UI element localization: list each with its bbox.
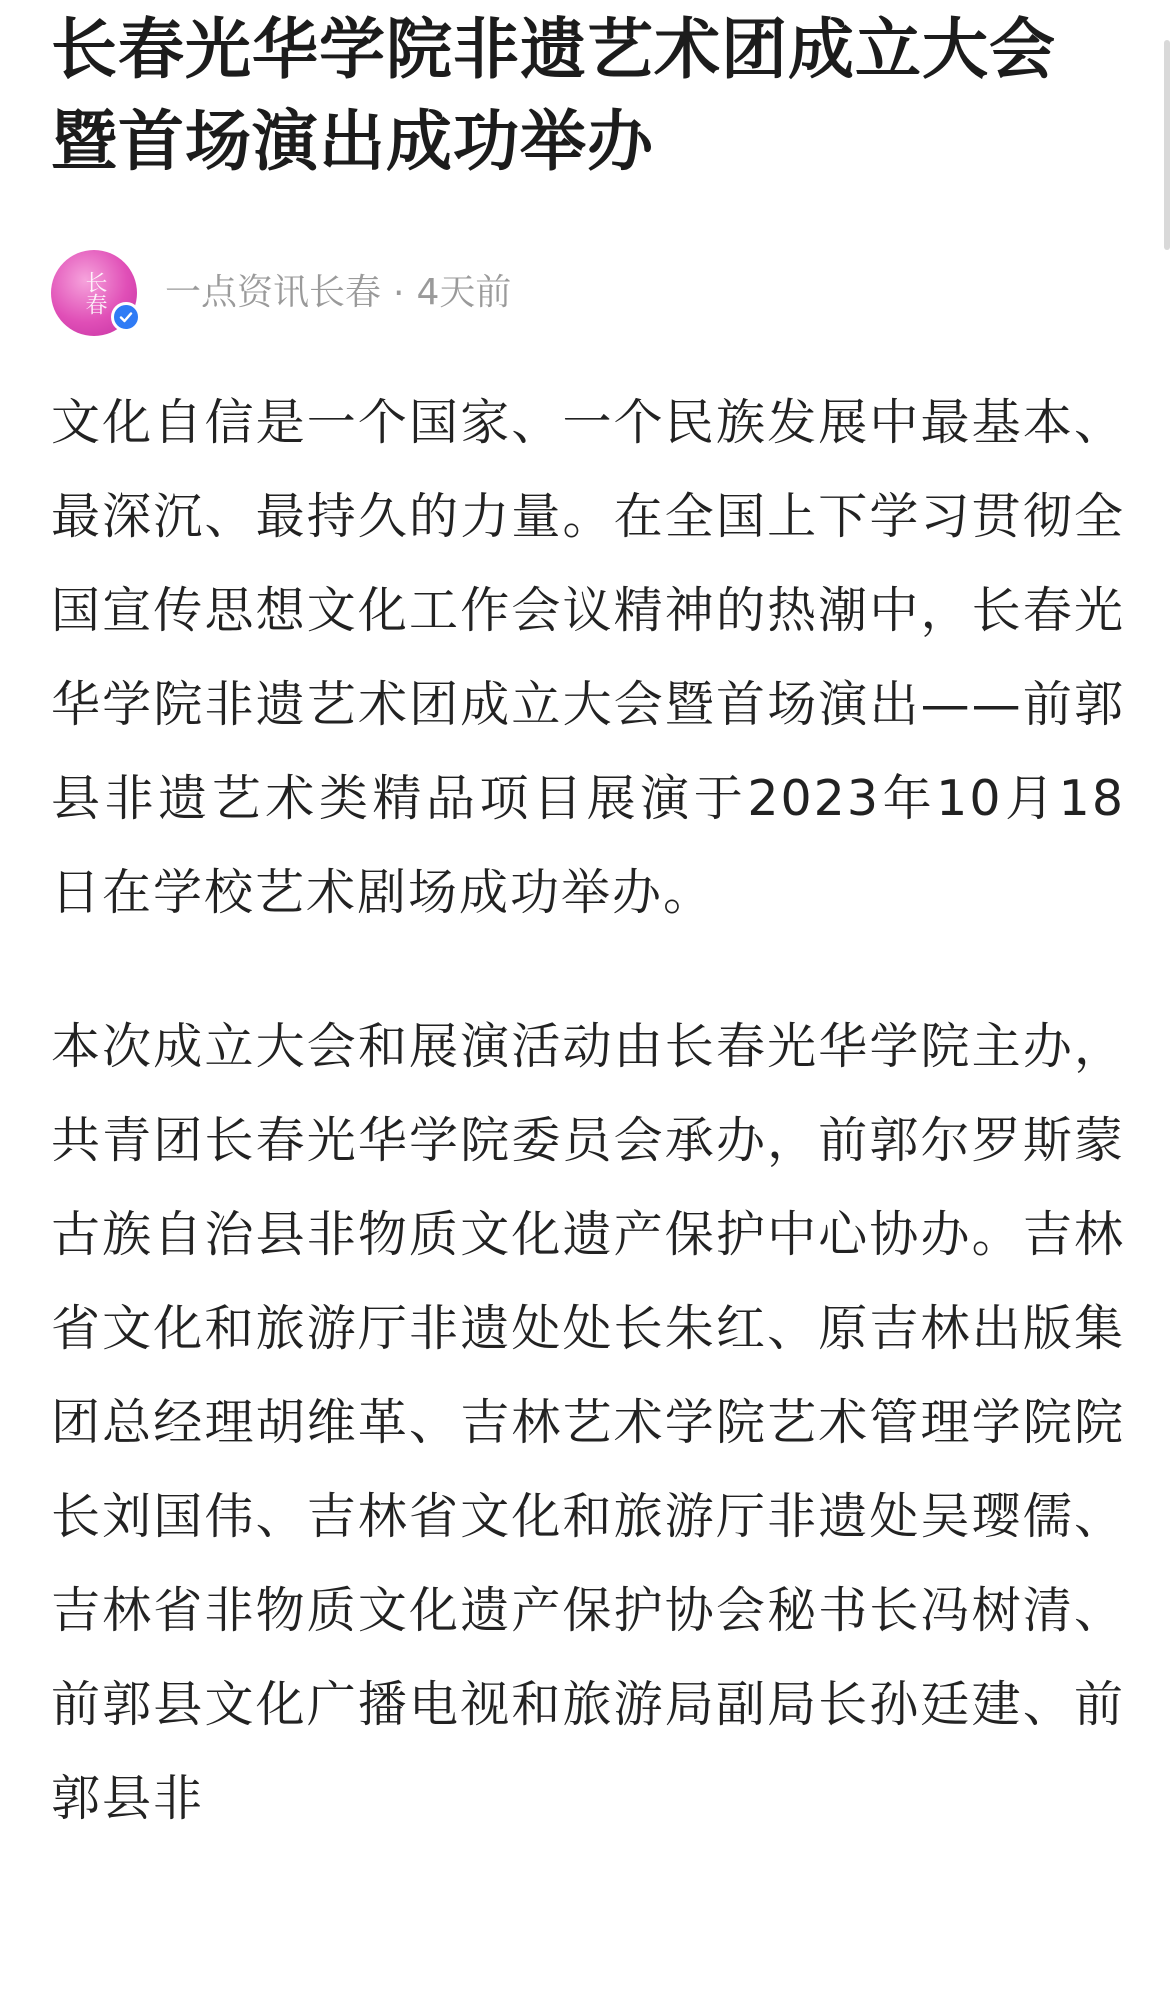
article-paragraph: 文化自信是一个国家、一个民族发展中最基本、最深沉、最持久的力量。在全国上下学习贯彻全国宣传思想文化工作会议精神的热潮中，长春光华学院非遗艺术团成立大会暨首场演出——前郭县非遗艺术类精品项目展演于2023年10月18日在学校艺术剧场成功举办。 bbox=[51, 394, 1125, 921]
article-paragraph: 本次成立大会和展演活动由长春光华学院主办，共青团长春光华学院委员会承办，前郭尔罗斯蒙古族自治县非物质文化遗产保护中心协办。吉林省文化和旅游厅非遗处处长朱红、原吉林出版集团总经理胡维革、吉林艺术学院艺术管理学院院长刘国伟、吉林省文化和旅游厅非遗处吴璎儒、吉林省非物质文化遗产保护协会秘书长冯树清、前郭县文化广播电视和旅游局副局长孙廷建、前郭县非 bbox=[51, 1018, 1125, 1827]
avatar-text: 长春 bbox=[82, 271, 107, 315]
scrollbar[interactable] bbox=[1164, 40, 1170, 250]
author-meta bbox=[51, 248, 1131, 338]
article-content bbox=[51, 0, 1131, 1846]
article-title: 长春光华学院非遗艺术团成立大会暨首场演出成功举办 bbox=[51, 11, 1056, 180]
verified-badge-icon bbox=[111, 302, 141, 332]
meta-separator: · bbox=[393, 272, 405, 314]
author-name[interactable]: 一点资讯长春 bbox=[165, 272, 382, 313]
author-avatar[interactable] bbox=[51, 250, 137, 336]
publish-time: 4天前 bbox=[416, 272, 512, 313]
